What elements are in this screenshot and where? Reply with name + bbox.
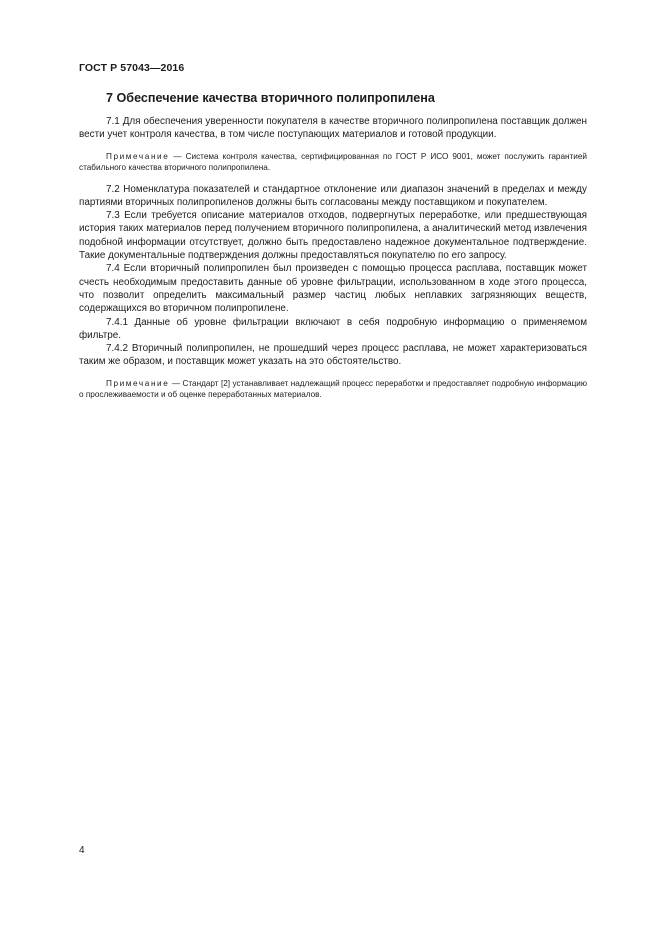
note-2 [79,378,587,401]
document-header: ГОСТ Р 57043—2016 [79,62,185,74]
paragraph-7-4-1: 7.4.1 Данные об уровне фильтрации включают в себя подробную информацию о применяемом фильтре. [79,316,587,341]
note-label: Примечание [106,378,170,388]
paragraph-7-1: 7.1 Для обеспечения уверенности покупателя в качестве вторичного полипропилена поставщик должен вести учет контроля качества, в том числе поступающих материалов и готовой продукции. [79,116,587,141]
paragraph-7-4-2: 7.4.2 Вторичный полипропилен, не прошедший через процесс расплава, не может характеризоваться таким же образом, и поставщик может указать на это обстоятельство. [79,343,587,368]
note-1 [79,151,587,174]
note-text: — Система контроля качества, сертифицированная по ГОСТ Р ИСО 9001, может послужить гарантией стабильного качества вторичного полипропилена. [79,151,587,173]
page-number: 4 [79,845,85,856]
paragraph-7-3: 7.3 Если требуется описание материалов отходов, подвергнутых переработке, или предшествующая история таких материалов перед получением вторичного полипропилена, а аналитический метод извлечения подобной информации отсутствует, должно быть предоставлено надежное документальное подтверждение. Такие документальные подтверждения должны предоставляться покупателю по его запросу. [79,210,587,262]
section-title: 7 Обеспечение качества вторичного полипропилена [106,91,435,105]
document-body [79,115,587,401]
note-text: — Стандарт [2] устанавливает надлежащий процесс переработки и предоставляет подробную информацию о прослеживаемости и об оценке переработанных материалов. [79,378,587,400]
paragraph-7-2: 7.2 Номенклатура показателей и стандартное отклонение или диапазон значений в пределах и между партиями вторичных полипропиленов должны быть согласованы между поставщиком и покупателем. [79,183,587,208]
paragraph-7-4: 7.4 Если вторичный полипропилен был произведен с помощью процесса расплава, поставщик может счесть необходимым предоставить данные об уровне фильтрации, использованном в ходе этого процесса, что позволит определить максимальный размер частиц любых неплавких загрязняющих веществ, содержащихся во вторичном полипропилене. [79,263,587,315]
note-label: Примечание [106,151,170,161]
